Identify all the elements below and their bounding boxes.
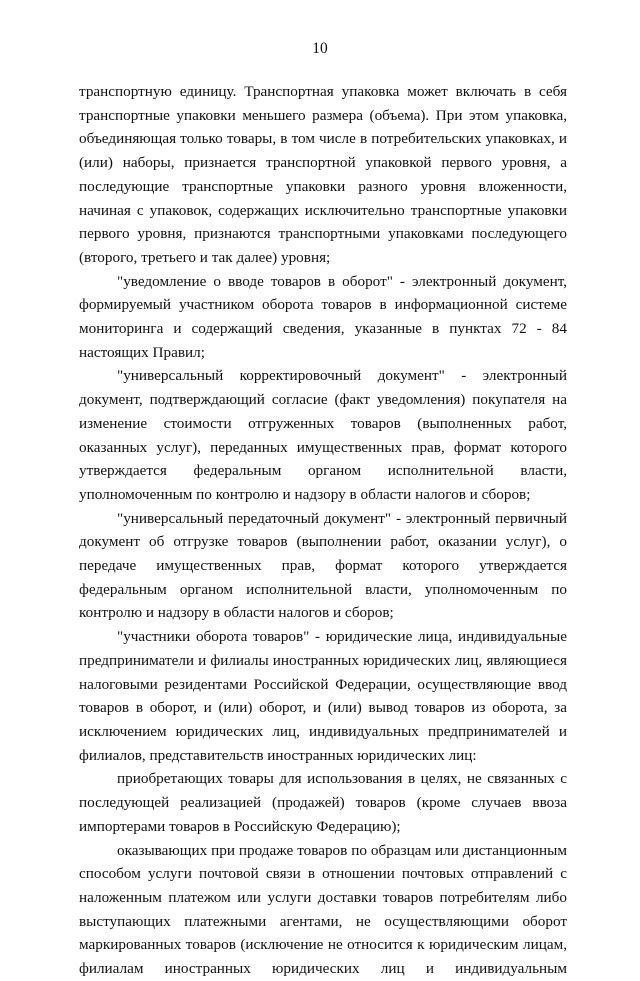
paragraph-notice-of-introduction: "уведомление о вводе товаров в оборот" - электронный документ, формируемый участником оборота товаров в информационной системе мониторинга и содержащий сведения, указанные в пунктах 72 - 84 настоящих Правил;	[79, 272, 567, 361]
paragraph-acquiring-goods: приобретающих товары для использования в целях, не связанных с последующей реализацией (продажей) товаров (кроме случаев ввоза импортерами товаров в Российскую Федерацию);	[79, 770, 567, 835]
page-number: 10	[312, 40, 328, 57]
paragraph-universal-transfer-document: "универсальный передаточный документ" - электронный первичный документ об отгрузке товаров (выполнении работ, оказании услуг), о передаче имущественных прав, формат которого утверждается федеральным органом исполнительной власти, уполномоченным по контролю и надзору в области налогов и сборов;	[79, 509, 567, 622]
paragraph-postal-services: оказывающих при продаже товаров по образцам или дистанционным способом услуги почтовой связи в отношении почтовых отправлений с наложенным платежом или услуги доставки товаров потребителям либо выступающих платежными агентами, не осуществляющими оборот маркированных товаров (исключение не относится к юридическим лицам, филиалам иностранных юридических лиц и индивидуальным	[79, 841, 567, 978]
paragraph-universal-correction-document: "универсальный корректировочный документ" - электронный документ, подтверждающий согласие (факт уведомления) покупателя на изменение стоимости отгруженных товаров (выполненных работ, оказанных услуг), переданных имущественных прав, формат которого утверждается федеральным органом исполнительной власти, уполномоченным по контролю и надзору в области налогов и сборов;	[79, 367, 567, 503]
paragraph-transport-packaging: транспортную единицу. Транспортная упаковка может включать в себя транспортные упаковки меньшего размера (объема). При этом упаковка, объединяющая только товары, в том числе в потребительских упаковках, и (или) наборы, признается транспортной упаковкой первого уровня, а последующие транспортные упаковки разного уровня вложенности, начиная с упаковок, содержащих исключительно транспортные упаковки первого уровня, признаются транспортными упаковками последующего (второго, третьего и так далее) уровня;	[79, 83, 567, 266]
document-body	[79, 80, 567, 981]
paragraph-turnover-participants: "участники оборота товаров" - юридические лица, индивидуальные предприниматели и филиалы иностранных юридических лиц, являющиеся налоговыми резидентами Российской Федерации, осуществляющие ввод товаров в оборот, и (или) оборот, и (или) вывод товаров из оборота, за исключением юридических лиц, индивидуальных предпринимателей и филиалов, представительств иностранных юридических лиц:	[79, 628, 567, 764]
